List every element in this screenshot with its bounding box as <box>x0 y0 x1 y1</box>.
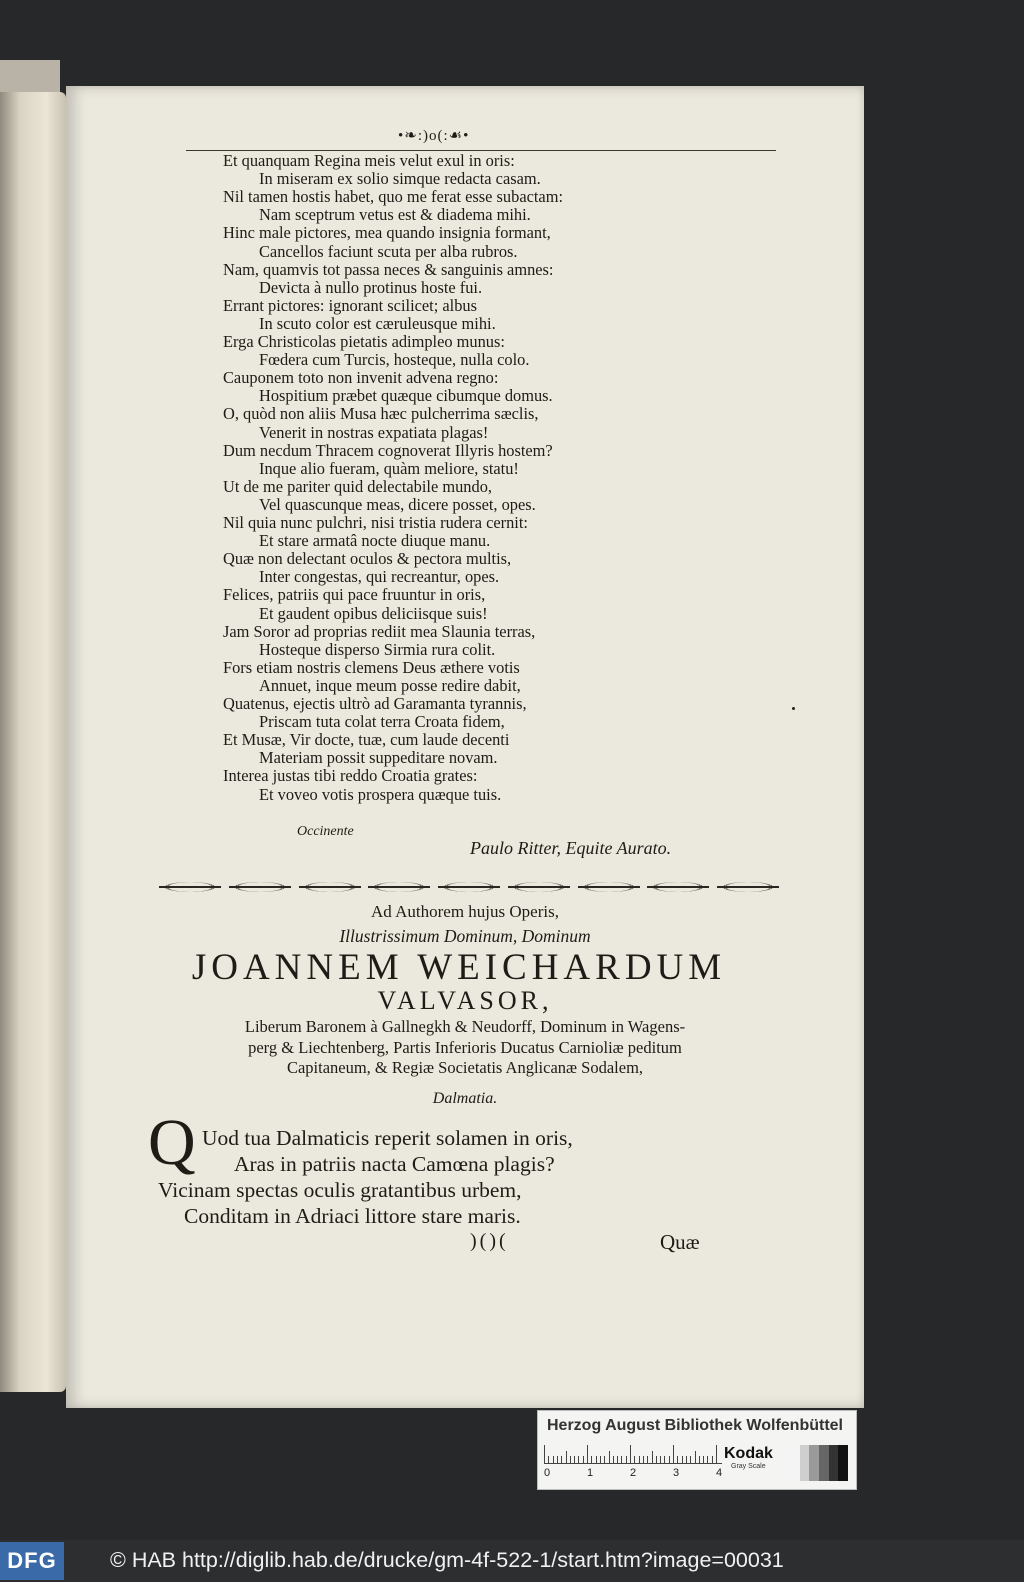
dedicatee-title-line: perg & Liechtenberg, Partis Inferioris Ducatus Carnioliæ peditum <box>248 1038 682 1057</box>
poem-line: Nam, quamvis tot passa neces & sanguinis amnes: <box>223 259 554 279</box>
poem-line: O, quòd non aliis Musa hæc pulcherrima sæclis, <box>223 404 539 424</box>
gray-scale-patches <box>790 1445 848 1481</box>
poem-line: Quatenus, ejectis ultrò ad Garamanta tyrannis, <box>223 694 527 713</box>
ruler-tick <box>639 1456 640 1463</box>
ruler-number: 2 <box>630 1467 637 1479</box>
poem-line: Hinc male pictores, mea quando insignia formant, <box>223 223 551 243</box>
catchword: Quæ <box>660 1230 700 1254</box>
poem-line: Et Musæ, Vir docte, tuæ, cum laude decenti <box>223 730 510 750</box>
gray-patch <box>829 1445 839 1481</box>
ruler-tick <box>712 1456 713 1463</box>
ruler-tick <box>703 1456 704 1463</box>
signature-mark: )()( <box>470 1230 509 1252</box>
poem-line: Et gaudent opibus deliciisque suis! <box>259 603 488 623</box>
ruler-tick <box>673 1445 674 1463</box>
ruler-number: 0 <box>544 1467 551 1479</box>
poem-line: Vel quascunque meas, dicere posset, opes. <box>259 494 536 514</box>
dedicatee-surname: VALVASOR, <box>377 986 553 1015</box>
speaker-label: Dalmatia. <box>432 1090 498 1107</box>
dedication-line: Ad Authorem hujus Operis, <box>371 902 559 921</box>
ornament-segment <box>578 881 640 893</box>
ruler-number: 4 <box>716 1467 723 1479</box>
poem-line: In miseram ex solio simque redacta casam. <box>259 169 541 189</box>
ruler-tick <box>634 1456 635 1463</box>
ruler-tick <box>574 1456 575 1463</box>
dedicatee-title-line: Capitaneum, & Regiæ Societatis Anglicanæ Sodalem, <box>286 1058 644 1077</box>
ornament-segment <box>647 881 709 893</box>
second-poem-line: Conditam in Adriaci littore stare maris. <box>184 1204 521 1228</box>
copyright-url[interactable]: © HAB http://diglib.hab.de/drucke/gm-4f-522-1/start.htm?image=00031 <box>110 1548 784 1572</box>
poem-line: Materiam possit suppeditare novam. <box>259 748 498 768</box>
ruler-tick <box>587 1445 588 1463</box>
second-poem-line: Aras in patriis nacta Camœna plagis? <box>234 1152 555 1176</box>
ornament-segment <box>299 881 361 893</box>
ruler-tick <box>669 1456 670 1463</box>
poem-line: Nam sceptrum vetus est & diadema mihi. <box>259 205 531 225</box>
ornament-segment <box>717 881 779 893</box>
ruler-number: 3 <box>673 1467 680 1479</box>
ruler-tick <box>656 1456 657 1463</box>
poem-line: Fors etiam nostris clemens Deus æthere votis <box>223 657 520 677</box>
ruler-tick <box>604 1456 605 1463</box>
gray-patch <box>800 1445 810 1481</box>
library-name: Herzog August Bibliothek Wolfenbüttel <box>547 1417 843 1434</box>
poem-line: Hospitium præbet quæque cibumque domus. <box>259 386 553 406</box>
ruler-tick <box>596 1456 597 1463</box>
ruler-tick <box>682 1456 683 1463</box>
ruler-tick <box>699 1456 700 1463</box>
poem-line: Annuet, inque meum posse redire dabit, <box>259 675 521 695</box>
poem-line: Et quanquam Regina meis velut exul in oris: <box>223 151 515 170</box>
ruler-tick <box>600 1456 601 1463</box>
ruler-tick <box>570 1456 571 1463</box>
poem-line: Dum necdum Thracem cognoverat Illyris hostem? <box>223 440 553 460</box>
poem-line: In scuto color est cæruleusque mihi. <box>259 313 496 333</box>
ruler-tick <box>707 1456 708 1463</box>
previous-page <box>0 92 66 1392</box>
drop-cap: Q <box>148 1106 196 1179</box>
ruler-tick <box>578 1456 579 1463</box>
gray-patch <box>819 1445 829 1481</box>
poem-line: Et voveo votis prospera quæque tuis. <box>259 784 502 804</box>
ornament-segment <box>159 881 221 893</box>
ornament-segment <box>229 881 291 893</box>
ruler-tick <box>716 1445 717 1463</box>
dedicatee-title-line: Liberum Baronem à Gallnegkh & Neudorff, Dominum in Wagens- <box>244 1017 686 1036</box>
gray-patch <box>790 1445 800 1481</box>
ruler-tick <box>591 1456 592 1463</box>
poem-line: Jam Soror ad proprias rediit mea Slaunia terras, <box>223 621 536 641</box>
poem-line: Cauponem toto non invenit advena regno: <box>223 368 499 388</box>
gray-patch <box>838 1445 848 1481</box>
header-ornament: •❧:)o(:☙• <box>398 128 470 144</box>
ruler-tick <box>566 1451 567 1463</box>
ruler-tick <box>643 1456 644 1463</box>
ink-speck <box>792 707 795 710</box>
poem-line: Nil quia nunc pulchri, nisi tristia rudera cernit: <box>223 513 528 532</box>
dedication-honorific: Illustrissimum Dominum, Dominum <box>339 926 591 946</box>
ruler-tick <box>695 1451 696 1463</box>
ruler-tick <box>548 1456 549 1463</box>
ruler-tick <box>647 1456 648 1463</box>
poem-line: Devicta à nullo protinus hoste fui. <box>259 277 483 297</box>
ornament-band <box>159 878 779 896</box>
ruler-tick <box>553 1456 554 1463</box>
ruler-tick <box>557 1456 558 1463</box>
poem-line: Hosteque disperso Sirmia rura colit. <box>259 639 496 659</box>
ornament-segment <box>368 881 430 893</box>
poem-line: Priscam tuta colat terra Croata fidem, <box>259 712 505 732</box>
ruler-tick <box>686 1456 687 1463</box>
ruler-tick <box>561 1456 562 1463</box>
poem-line: Errant pictores: ignorant scilicet; albus <box>223 295 477 315</box>
ruler-tick <box>617 1456 618 1463</box>
ruler-tick <box>652 1451 653 1463</box>
ornament-segment <box>508 881 570 893</box>
ruler-tick <box>664 1456 665 1463</box>
kodak-logo: Kodak <box>724 1445 773 1462</box>
ruler-tick <box>660 1456 661 1463</box>
second-poem-line: Uod tua Dalmaticis reperit solamen in oris, <box>202 1126 573 1150</box>
poem-line: Fœdera cum Turcis, hosteque, nulla colo. <box>259 350 530 370</box>
ruler-tick <box>621 1456 622 1463</box>
poem-line: Felices, patriis qui pace fruuntur in oris, <box>223 585 486 605</box>
poem-line: Nil tamen hostis habet, quo me ferat esse subactam: <box>223 187 564 207</box>
poem-line: Venerit in nostras expatiata plagas! <box>259 422 489 442</box>
ruler-tick <box>690 1456 691 1463</box>
gray-patch <box>809 1445 819 1481</box>
poem-line: Quæ non delectant oculos & pectora multis, <box>223 549 512 569</box>
ruler-tick <box>609 1451 610 1463</box>
occinente-label: Occinente <box>297 824 354 839</box>
poem-line: Erga Christicolas pietatis adimpleo munus: <box>223 332 505 351</box>
ruler-tick <box>626 1456 627 1463</box>
poem-line: Interea justas tibi reddo Croatia grates: <box>223 766 478 786</box>
ruler-tick <box>583 1456 584 1463</box>
second-poem-line: Vicinam spectas oculis gratantibus urbem, <box>158 1178 522 1202</box>
color-target <box>537 1410 857 1490</box>
ruler-tick <box>544 1445 545 1463</box>
book-page <box>66 86 864 1408</box>
poem-line: Cancellos faciunt scuta per alba rubros. <box>259 241 518 261</box>
ruler-number: 1 <box>587 1467 594 1479</box>
author-signature: Paulo Ritter, Equite Aurato. <box>470 838 672 858</box>
scale-ruler <box>544 1443 722 1464</box>
poem-line: Inque alio fueram, quàm meliore, statu! <box>259 458 519 478</box>
gray-scale-label: Gray Scale <box>731 1463 766 1470</box>
footer-bar <box>0 1540 1024 1582</box>
ruler-tick <box>613 1456 614 1463</box>
ruler-tick <box>677 1456 678 1463</box>
poem-line: Et stare armatâ nocte diuque manu. <box>259 531 491 551</box>
poem-line: Inter congestas, qui recreantur, opes. <box>259 567 500 587</box>
dfg-logo[interactable]: DFG <box>0 1542 64 1580</box>
poem-line: Ut de me pariter quid delectabile mundo, <box>223 476 492 496</box>
ornament-segment <box>438 881 500 893</box>
dedicatee-name: JOANNEM WEICHARDUM <box>191 947 727 988</box>
ruler-tick <box>630 1445 631 1463</box>
